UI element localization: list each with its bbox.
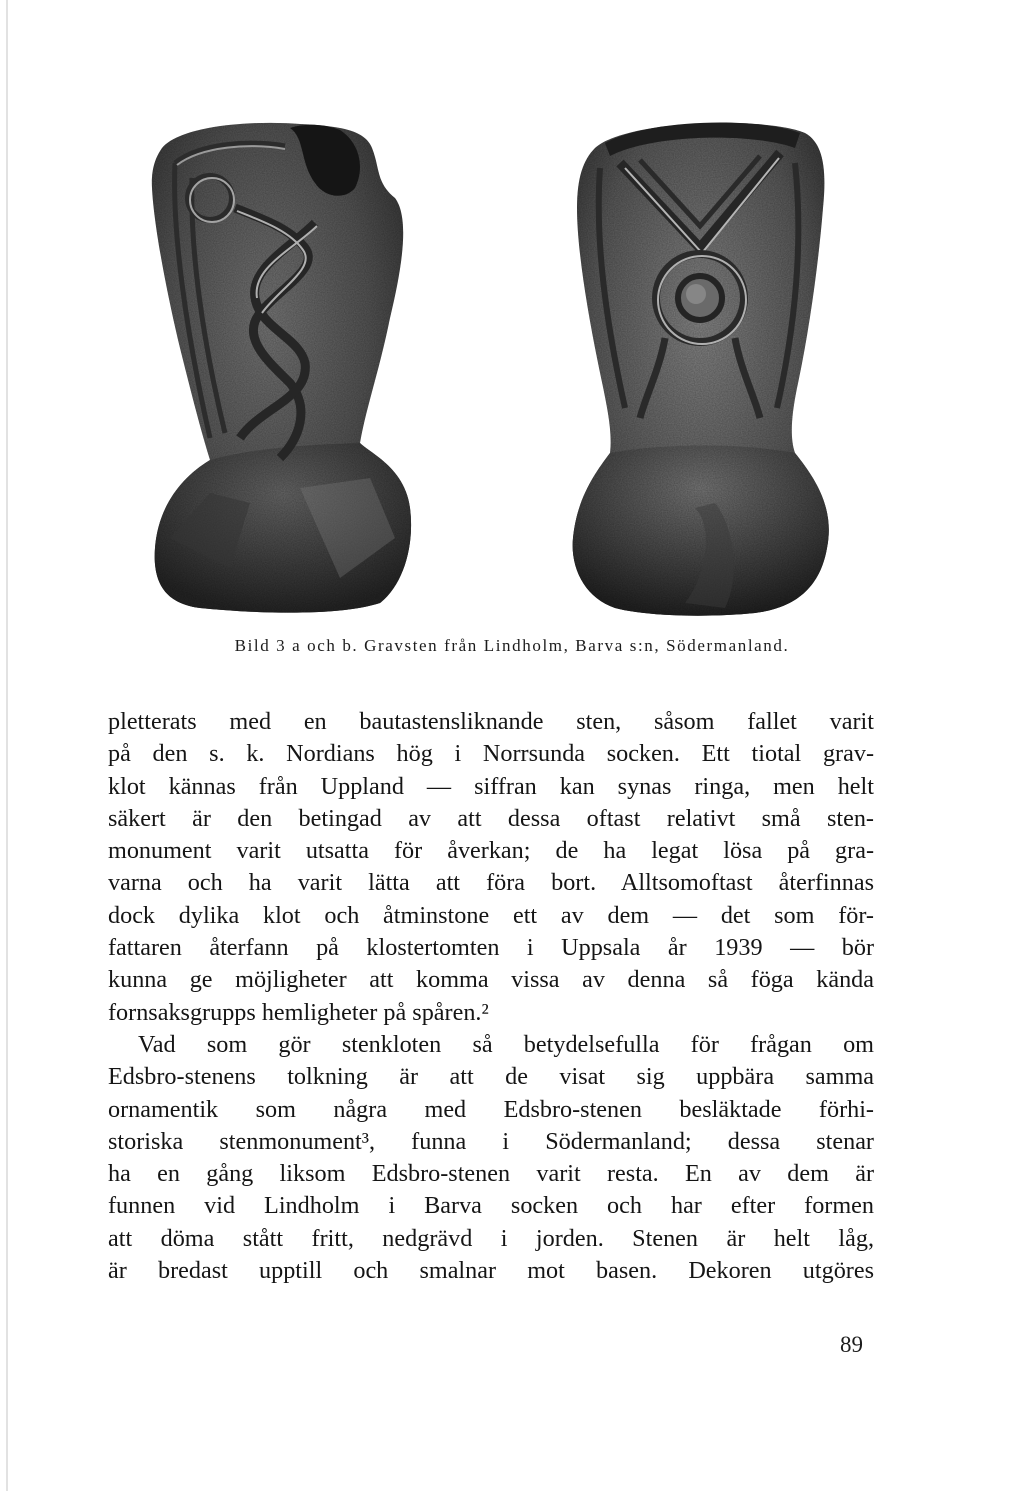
text-line: fattaren återfann på klostertomten i Uppsala år 1939 — bör	[108, 934, 874, 962]
text-line: att döma stått fritt, nedgrävd i jorden. Stenen är helt låg,	[108, 1224, 874, 1252]
body-text	[108, 706, 874, 1287]
text-line: storiska stenmonument³, funna i Södermanland; dessa stenar	[108, 1127, 874, 1155]
paragraph-1	[108, 706, 874, 1029]
text-line: varna och ha varit lätta att föra bort. Alltsomoftast återfinnas	[108, 869, 874, 897]
text-line: funnen vid Lindholm i Barva socken och har efter formen	[108, 1192, 874, 1220]
page-number: 89	[840, 1332, 863, 1357]
figure-photographs	[140, 108, 840, 618]
text-line: monument varit utsatta för åverkan; de ha legat lösa på gra-	[108, 837, 874, 865]
text-line: dock dylika klot och åtminstone ett av dem — det som för-	[108, 901, 874, 929]
text-line: klot kännas från Uppland — siffran kan synas ringa, men helt	[108, 772, 874, 800]
photo-gravestone-b	[565, 108, 835, 618]
photo-gravestone-a	[140, 108, 420, 618]
figure-caption: Bild 3 a och b. Gravsten från Lindholm, Barva s:n, Södermanland.	[234, 636, 790, 655]
text-line: på den s. k. Nordians hög i Norrsunda socken. Ett tiotal grav-	[108, 740, 874, 768]
text-line: ha en gång liksom Edsbro-stenen varit resta. En av dem är	[108, 1160, 874, 1188]
text-line: kunna ge möjligheter att komma vissa av denna så föga kända	[108, 966, 874, 994]
text-line: ornamentik som några med Edsbro-stenen besläktade förhi-	[108, 1095, 874, 1123]
paragraph-2	[108, 1029, 874, 1287]
page-edge	[6, 0, 8, 1491]
text-line: säkert är den betingad av att dessa oftast relativt små sten-	[108, 804, 874, 832]
text-line: fornsaksgrupps hemligheter på spåren.²	[108, 998, 489, 1026]
text-line: är bredast upptill och smalnar mot basen. Dekoren utgöres	[108, 1257, 874, 1285]
text-line: pletterats med en bautastensliknande sten, såsom fallet varit	[108, 708, 874, 735]
text-line: Edsbro-stenens tolkning är att de visat sig uppbära samma	[108, 1063, 874, 1091]
text-line: Vad som gör stenkloten så betydelsefulla för frågan om	[138, 1030, 874, 1058]
